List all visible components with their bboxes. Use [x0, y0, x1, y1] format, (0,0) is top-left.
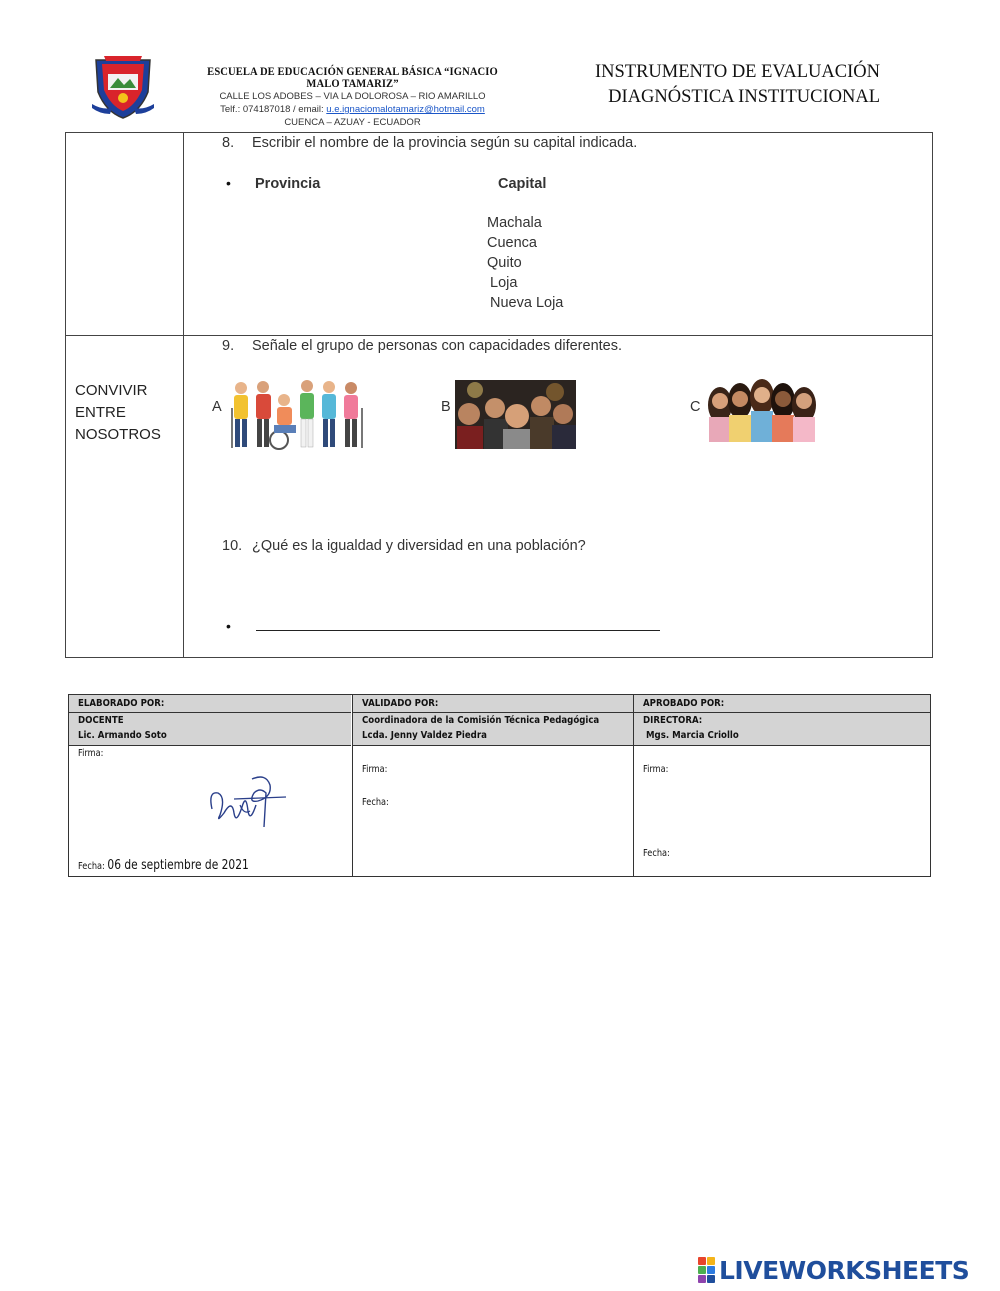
q10-text: ¿Qué es la igualdad y diversidad en una población?: [252, 538, 586, 554]
elaborated-header: ELABORADO POR:: [78, 698, 165, 709]
liveworksheets-logo[interactable]: [698, 1257, 969, 1283]
brand-block: [707, 1266, 715, 1274]
approved-date-label: Fecha:: [643, 848, 670, 859]
approved-role: DIRECTORA:: [643, 715, 703, 726]
row-divider: [66, 335, 932, 336]
approved-sign-label: Firma:: [643, 764, 669, 775]
approved-header: APROBADO POR:: [643, 698, 725, 709]
validated-role: Coordinadora de la Comisión Técnica Pedagógica: [362, 715, 600, 726]
brand-block: [698, 1275, 706, 1283]
area-label: [75, 380, 161, 446]
validated-sign-label: Firma:: [362, 764, 388, 775]
elaborated-name: Lic. Armando Soto: [78, 730, 167, 741]
school-phone: Telf.: 074187018 / email:: [220, 104, 327, 115]
school-email-link[interactable]: u.e.ignaciomalotamariz@hotmail.com: [326, 104, 485, 115]
area-label-line2: ENTRE: [75, 404, 126, 421]
evaluation-table: [65, 132, 933, 658]
capital-item: Loja: [490, 275, 518, 291]
q9-text: Señale el grupo de personas con capacidades diferentes.: [252, 338, 623, 354]
school-address: CALLE LOS ADOBES – VIA LA DOLOROSA – RIO AMARILLO: [219, 91, 486, 102]
validated-date-label: Fecha:: [362, 797, 389, 808]
option-label-b: B: [441, 399, 451, 415]
signature-column-elaborated: [69, 695, 351, 876]
signature-table: [68, 694, 931, 877]
area-label-line1: CONVIVIR: [75, 382, 148, 399]
capital-item: Quito: [487, 255, 522, 271]
option-b-image[interactable]: [455, 380, 576, 449]
q8-text: Escribir el nombre de la provincia según su capital indicada.: [252, 135, 638, 151]
signature-column-approved: [633, 695, 930, 876]
brand-block: [698, 1257, 706, 1265]
q8-bullet: •: [226, 175, 231, 191]
validated-name: Lcda. Jenny Valdez Piedra: [362, 730, 487, 741]
capital-item: Nueva Loja: [490, 295, 564, 311]
school-contact: [180, 103, 525, 116]
area-label-line3: NOSOTROS: [75, 426, 161, 443]
q8-col-province: Provincia: [255, 176, 321, 192]
option-label-c: C: [690, 399, 701, 415]
document-title-line1: INSTRUMENTO DE EVALUACIÓN: [594, 62, 880, 82]
elaborated-sign-label: Firma:: [78, 748, 104, 759]
school-logo: [90, 52, 156, 122]
document-title: [560, 60, 880, 110]
option-c-image[interactable]: [706, 377, 818, 442]
option-label-a: A: [212, 399, 222, 415]
brand-block: [698, 1266, 706, 1274]
brand-blocks-icon: [698, 1257, 715, 1283]
q10-number: 10.: [222, 538, 243, 554]
column-divider: [183, 133, 184, 657]
elaborated-date-row: [78, 858, 249, 873]
q8-number: 8.: [222, 135, 235, 151]
brand-block: [707, 1257, 715, 1265]
school-info: [180, 66, 525, 129]
document-title-line2: DIAGNÓSTICA INSTITUCIONAL: [608, 87, 880, 107]
capital-item: Machala: [487, 215, 542, 231]
brand-text: LIVEWORKSHEETS: [719, 1255, 970, 1285]
elaborated-date: 06 de septiembre de 2021: [107, 858, 249, 873]
signature-column-validated: [352, 695, 633, 876]
elaborated-role: DOCENTE: [78, 715, 124, 726]
school-name: ESCUELA DE EDUCACIÓN GENERAL BÁSICA “IGNACIO MALO TAMARIZ”: [207, 66, 498, 90]
brand-block: [707, 1275, 715, 1283]
elaborated-date-label: Fecha:: [78, 861, 105, 872]
q8-col-capital: Capital: [498, 176, 547, 192]
capital-item: Cuenca: [487, 235, 537, 251]
q10-answer-line[interactable]: [256, 630, 660, 631]
validated-header: VALIDADO POR:: [362, 698, 439, 709]
approved-name: Mgs. Marcia Criollo: [646, 730, 739, 741]
q9-number: 9.: [222, 338, 235, 354]
school-city: CUENCA – AZUAY - ECUADOR: [284, 117, 421, 128]
option-a-image[interactable]: [229, 378, 365, 452]
handwritten-signature: [204, 771, 290, 838]
q10-bullet: •: [226, 618, 231, 634]
